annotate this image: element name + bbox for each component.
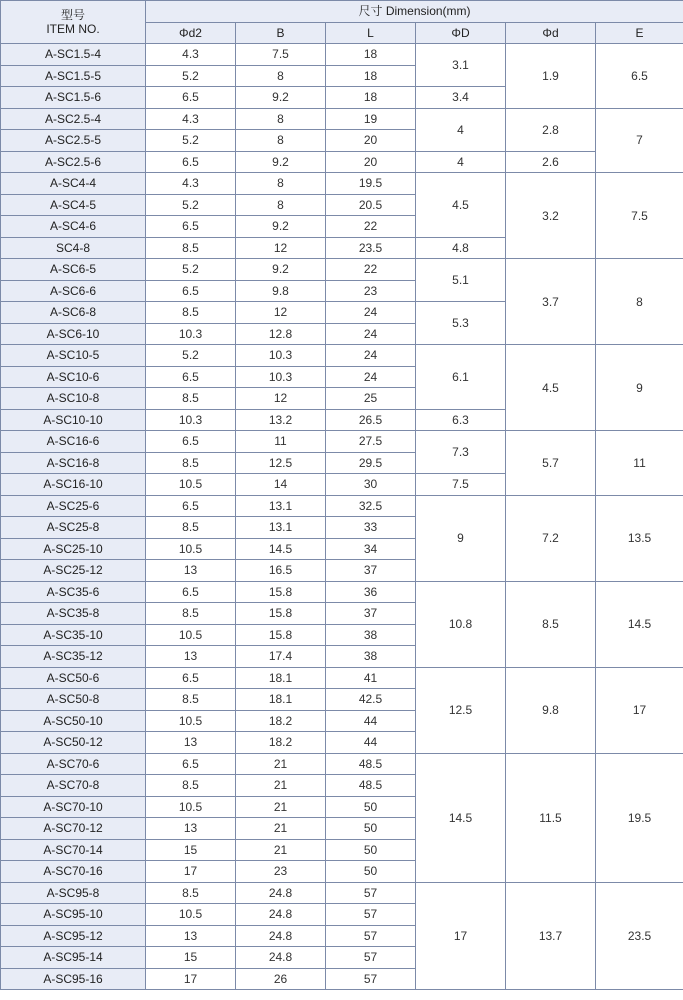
b-cell: 12.8 [236, 323, 326, 345]
d2-cell: 6.5 [146, 151, 236, 173]
b-cell: 18.2 [236, 732, 326, 754]
b-cell: 18.2 [236, 710, 326, 732]
b-cell: 9.2 [236, 216, 326, 238]
b-cell: 9.8 [236, 280, 326, 302]
b-cell: 12 [236, 388, 326, 410]
b-cell: 11 [236, 431, 326, 453]
l-cell: 32.5 [326, 495, 416, 517]
d2-cell: 6.5 [146, 87, 236, 109]
item-no-cell: A-SC4-4 [1, 173, 146, 195]
l-cell: 20 [326, 151, 416, 173]
item-no-cell: A-SC95-16 [1, 968, 146, 990]
l-cell: 27.5 [326, 431, 416, 453]
column-header-l: L [326, 22, 416, 44]
table-row [1, 173, 683, 195]
d2-cell: 5.2 [146, 194, 236, 216]
item-no-cell: A-SC50-10 [1, 710, 146, 732]
e-cell: 7.5 [596, 173, 683, 259]
d2-cell: 8.5 [146, 689, 236, 711]
inner-d-cell: 1.9 [506, 44, 596, 109]
outer-d-cell: 4.5 [416, 173, 506, 238]
b-cell: 24.8 [236, 882, 326, 904]
d2-cell: 13 [146, 732, 236, 754]
b-cell: 13.2 [236, 409, 326, 431]
outer-d-cell: 17 [416, 882, 506, 990]
b-cell: 8 [236, 130, 326, 152]
item-no-cell: A-SC6-8 [1, 302, 146, 324]
item-no-cell: A-SC70-6 [1, 753, 146, 775]
d2-cell: 8.5 [146, 302, 236, 324]
d2-cell: 10.5 [146, 710, 236, 732]
d2-cell: 13 [146, 646, 236, 668]
l-cell: 25 [326, 388, 416, 410]
l-cell: 50 [326, 861, 416, 883]
e-cell: 6.5 [596, 44, 683, 109]
l-cell: 24 [326, 302, 416, 324]
l-cell: 22 [326, 259, 416, 281]
l-cell: 24 [326, 366, 416, 388]
l-cell: 57 [326, 882, 416, 904]
e-cell: 19.5 [596, 753, 683, 882]
table-row [1, 882, 683, 904]
item-no-cell: A-SC25-12 [1, 560, 146, 582]
b-cell: 26 [236, 968, 326, 990]
item-no-cell: A-SC70-14 [1, 839, 146, 861]
b-cell: 12.5 [236, 452, 326, 474]
item-no-cell: A-SC35-8 [1, 603, 146, 625]
b-cell: 13.1 [236, 517, 326, 539]
b-cell: 14.5 [236, 538, 326, 560]
item-no-cell: A-SC95-10 [1, 904, 146, 926]
item-no-cell: A-SC4-6 [1, 216, 146, 238]
e-cell: 8 [596, 259, 683, 345]
outer-d-cell: 5.3 [416, 302, 506, 345]
item-no-cell: A-SC25-8 [1, 517, 146, 539]
item-no-cell: A-SC16-8 [1, 452, 146, 474]
d2-cell: 4.3 [146, 173, 236, 195]
item-no-cell: A-SC95-14 [1, 947, 146, 969]
item-no-cell: A-SC4-5 [1, 194, 146, 216]
b-cell: 24.8 [236, 947, 326, 969]
l-cell: 18 [326, 87, 416, 109]
b-cell: 10.3 [236, 366, 326, 388]
d2-cell: 10.3 [146, 323, 236, 345]
l-cell: 42.5 [326, 689, 416, 711]
table-row [1, 151, 683, 173]
item-no-cell: A-SC25-6 [1, 495, 146, 517]
b-cell: 13.1 [236, 495, 326, 517]
b-cell: 12 [236, 237, 326, 259]
b-cell: 23 [236, 861, 326, 883]
e-cell: 17 [596, 667, 683, 753]
d2-cell: 15 [146, 947, 236, 969]
item-no-cell: A-SC2.5-5 [1, 130, 146, 152]
column-header-e: E [596, 22, 683, 44]
l-cell: 57 [326, 925, 416, 947]
d2-cell: 10.5 [146, 624, 236, 646]
item-no-cell: A-SC16-10 [1, 474, 146, 496]
item-no-cell: A-SC70-12 [1, 818, 146, 840]
outer-d-cell: 9 [416, 495, 506, 581]
d2-cell: 13 [146, 925, 236, 947]
item-no-cell: A-SC6-6 [1, 280, 146, 302]
item-no-cell: A-SC10-8 [1, 388, 146, 410]
e-cell: 23.5 [596, 882, 683, 990]
l-cell: 19 [326, 108, 416, 130]
d2-cell: 6.5 [146, 581, 236, 603]
b-cell: 15.8 [236, 581, 326, 603]
d2-cell: 17 [146, 968, 236, 990]
b-cell: 21 [236, 839, 326, 861]
b-cell: 21 [236, 818, 326, 840]
outer-d-cell: 6.1 [416, 345, 506, 410]
d2-cell: 8.5 [146, 603, 236, 625]
d2-cell: 6.5 [146, 366, 236, 388]
l-cell: 24 [326, 345, 416, 367]
b-cell: 8 [236, 65, 326, 87]
d2-cell: 6.5 [146, 753, 236, 775]
l-cell: 50 [326, 818, 416, 840]
l-cell: 57 [326, 968, 416, 990]
l-cell: 37 [326, 603, 416, 625]
l-cell: 34 [326, 538, 416, 560]
outer-d-cell: 6.3 [416, 409, 506, 431]
item-no-cell: A-SC25-10 [1, 538, 146, 560]
item-no-cell: A-SC50-8 [1, 689, 146, 711]
item-no-cell: A-SC10-5 [1, 345, 146, 367]
d2-cell: 17 [146, 861, 236, 883]
e-cell: 9 [596, 345, 683, 431]
l-cell: 20 [326, 130, 416, 152]
outer-d-cell: 4 [416, 108, 506, 151]
b-cell: 8 [236, 173, 326, 195]
table-body [1, 44, 683, 990]
d2-cell: 6.5 [146, 667, 236, 689]
item-no-header-cn: 型号 [60, 8, 85, 22]
outer-d-cell: 5.1 [416, 259, 506, 302]
table-row [1, 44, 683, 66]
l-cell: 23 [326, 280, 416, 302]
item-no-cell: A-SC1.5-5 [1, 65, 146, 87]
item-no-cell: A-SC2.5-6 [1, 151, 146, 173]
item-no-cell: A-SC35-6 [1, 581, 146, 603]
d2-cell: 4.3 [146, 44, 236, 66]
d2-cell: 5.2 [146, 259, 236, 281]
d2-cell: 4.3 [146, 108, 236, 130]
inner-d-cell: 13.7 [506, 882, 596, 990]
l-cell: 29.5 [326, 452, 416, 474]
outer-d-cell: 10.8 [416, 581, 506, 667]
l-cell: 48.5 [326, 753, 416, 775]
item-no-cell: A-SC95-8 [1, 882, 146, 904]
b-cell: 9.2 [236, 259, 326, 281]
d2-cell: 8.5 [146, 237, 236, 259]
item-no-cell: A-SC50-12 [1, 732, 146, 754]
b-cell: 9.2 [236, 87, 326, 109]
l-cell: 41 [326, 667, 416, 689]
item-no-header-en: ITEM NO. [46, 22, 100, 36]
d2-cell: 5.2 [146, 130, 236, 152]
item-no-cell: A-SC70-10 [1, 796, 146, 818]
item-no-header [1, 1, 146, 44]
inner-d-cell: 7.2 [506, 495, 596, 581]
b-cell: 16.5 [236, 560, 326, 582]
l-cell: 20.5 [326, 194, 416, 216]
inner-d-cell: 8.5 [506, 581, 596, 667]
l-cell: 38 [326, 624, 416, 646]
l-cell: 44 [326, 732, 416, 754]
table-row [1, 431, 683, 453]
l-cell: 50 [326, 839, 416, 861]
d2-cell: 8.5 [146, 775, 236, 797]
item-no-cell: A-SC6-5 [1, 259, 146, 281]
item-no-cell: A-SC50-6 [1, 667, 146, 689]
outer-d-cell: 3.4 [416, 87, 506, 109]
inner-d-cell: 5.7 [506, 431, 596, 496]
l-cell: 23.5 [326, 237, 416, 259]
l-cell: 30 [326, 474, 416, 496]
l-cell: 24 [326, 323, 416, 345]
item-no-cell: A-SC95-12 [1, 925, 146, 947]
d2-cell: 10.5 [146, 538, 236, 560]
b-cell: 21 [236, 753, 326, 775]
d2-cell: 13 [146, 560, 236, 582]
l-cell: 19.5 [326, 173, 416, 195]
b-cell: 15.8 [236, 603, 326, 625]
item-no-cell: A-SC35-10 [1, 624, 146, 646]
l-cell: 38 [326, 646, 416, 668]
outer-d-cell: 7.3 [416, 431, 506, 474]
outer-d-cell: 14.5 [416, 753, 506, 882]
outer-d-cell: 4 [416, 151, 506, 173]
b-cell: 21 [236, 775, 326, 797]
b-cell: 24.8 [236, 904, 326, 926]
b-cell: 9.2 [236, 151, 326, 173]
b-cell: 18.1 [236, 667, 326, 689]
column-header-outer-d: ΦD [416, 22, 506, 44]
header-row-top [1, 1, 683, 23]
d2-cell: 5.2 [146, 345, 236, 367]
l-cell: 33 [326, 517, 416, 539]
table-row [1, 495, 683, 517]
d2-cell: 15 [146, 839, 236, 861]
b-cell: 10.3 [236, 345, 326, 367]
column-header-d2: Φd2 [146, 22, 236, 44]
table-row [1, 345, 683, 367]
item-no-cell: A-SC35-12 [1, 646, 146, 668]
inner-d-cell: 3.2 [506, 173, 596, 259]
outer-d-cell: 12.5 [416, 667, 506, 753]
e-cell: 7 [596, 108, 683, 173]
b-cell: 15.8 [236, 624, 326, 646]
dimension-header: 尺寸 Dimension(mm) [146, 1, 683, 23]
l-cell: 18 [326, 44, 416, 66]
l-cell: 44 [326, 710, 416, 732]
table-header [1, 1, 683, 44]
e-cell: 11 [596, 431, 683, 496]
outer-d-cell: 7.5 [416, 474, 506, 496]
b-cell: 18.1 [236, 689, 326, 711]
outer-d-cell: 3.1 [416, 44, 506, 87]
inner-d-cell: 2.8 [506, 108, 596, 151]
b-cell: 14 [236, 474, 326, 496]
d2-cell: 5.2 [146, 65, 236, 87]
l-cell: 18 [326, 65, 416, 87]
column-header-b: B [236, 22, 326, 44]
item-no-cell: A-SC70-16 [1, 861, 146, 883]
item-no-cell: A-SC70-8 [1, 775, 146, 797]
outer-d-cell: 4.8 [416, 237, 506, 259]
item-no-cell: A-SC1.5-4 [1, 44, 146, 66]
item-no-cell: A-SC10-6 [1, 366, 146, 388]
d2-cell: 13 [146, 818, 236, 840]
d2-cell: 8.5 [146, 388, 236, 410]
d2-cell: 10.5 [146, 474, 236, 496]
item-no-cell: A-SC10-10 [1, 409, 146, 431]
inner-d-cell: 4.5 [506, 345, 596, 431]
table-row [1, 667, 683, 689]
d2-cell: 6.5 [146, 495, 236, 517]
inner-d-cell: 3.7 [506, 259, 596, 345]
l-cell: 57 [326, 904, 416, 926]
d2-cell: 6.5 [146, 280, 236, 302]
inner-d-cell: 2.6 [506, 151, 596, 173]
table-row [1, 108, 683, 130]
b-cell: 8 [236, 194, 326, 216]
b-cell: 17.4 [236, 646, 326, 668]
item-no-cell: SC4-8 [1, 237, 146, 259]
item-no-cell: A-SC2.5-4 [1, 108, 146, 130]
d2-cell: 6.5 [146, 431, 236, 453]
d2-cell: 8.5 [146, 882, 236, 904]
d2-cell: 8.5 [146, 452, 236, 474]
item-no-cell: A-SC16-6 [1, 431, 146, 453]
l-cell: 26.5 [326, 409, 416, 431]
b-cell: 8 [236, 108, 326, 130]
d2-cell: 8.5 [146, 517, 236, 539]
l-cell: 22 [326, 216, 416, 238]
b-cell: 21 [236, 796, 326, 818]
e-cell: 13.5 [596, 495, 683, 581]
inner-d-cell: 11.5 [506, 753, 596, 882]
d2-cell: 10.3 [146, 409, 236, 431]
l-cell: 36 [326, 581, 416, 603]
l-cell: 50 [326, 796, 416, 818]
table-row [1, 581, 683, 603]
e-cell: 14.5 [596, 581, 683, 667]
b-cell: 24.8 [236, 925, 326, 947]
b-cell: 12 [236, 302, 326, 324]
b-cell: 7.5 [236, 44, 326, 66]
table-row [1, 259, 683, 281]
item-no-cell: A-SC1.5-6 [1, 87, 146, 109]
column-header-inner-d: Φd [506, 22, 596, 44]
l-cell: 48.5 [326, 775, 416, 797]
d2-cell: 10.5 [146, 796, 236, 818]
item-no-cell: A-SC6-10 [1, 323, 146, 345]
d2-cell: 10.5 [146, 904, 236, 926]
table-row [1, 753, 683, 775]
l-cell: 57 [326, 947, 416, 969]
l-cell: 37 [326, 560, 416, 582]
d2-cell: 6.5 [146, 216, 236, 238]
inner-d-cell: 9.8 [506, 667, 596, 753]
